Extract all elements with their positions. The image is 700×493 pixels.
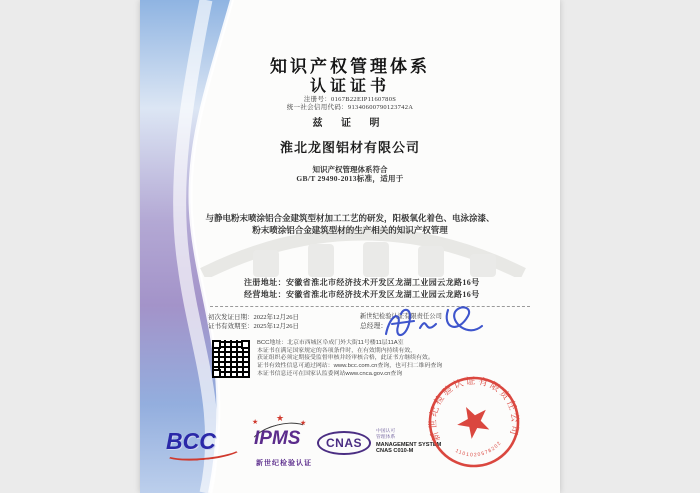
qr-finder-icon — [212, 369, 221, 378]
fine-print-line: 获证组织必须定期接受监督审核并经审核合格，此证书方继续有效。 — [257, 355, 434, 362]
cnas-en-line1: MANAGEMENT SYSTEM — [376, 441, 442, 448]
bcc-logo-text: BCC — [166, 428, 216, 454]
cnas-cn-line1: 中国认可 — [376, 429, 396, 434]
certified-company-name: 淮北龙图铝材有限公司 — [279, 140, 420, 155]
first-issue-date: 初次发证日期：2022年12月26日 — [208, 314, 299, 321]
conformity-line1: 知识产权管理体系符合 — [312, 165, 388, 174]
signer-title-label: 总经理： — [360, 323, 388, 330]
cnas-logo-text: CNAS — [325, 436, 362, 450]
certificate-page — [140, 0, 560, 493]
seal-company-text: 新世纪检验认证有限责任公司 — [427, 375, 521, 443]
qr-code — [212, 340, 250, 378]
cnas-logo — [317, 431, 371, 455]
business-address: 经营地址：安徽省淮北市经济技术开发区龙湖工业园云龙路16号 — [244, 290, 480, 299]
certify-statement: 兹 证 明 — [312, 118, 388, 129]
issuer-company-name: 新世纪检验认证有限责任公司 — [360, 313, 442, 320]
star-icon: ★ — [300, 419, 307, 427]
conformity-standard: GB/T 29490-2013标准，适用于 — [296, 174, 404, 183]
expiry-date: 证书有效期至：2025年12月26日 — [208, 323, 299, 330]
qr-finder-icon — [241, 340, 250, 349]
bcc-logo — [166, 428, 238, 458]
ipms-caption: 新世纪检验认证 — [256, 459, 312, 467]
star-icon: ★ — [252, 418, 259, 426]
fine-print-line: 证书有效性信息可通过网站：www.bcc.com.cn查询，也可扫二维码查询 — [257, 363, 443, 370]
certification-scope-line1: 与静电粉末喷涂铝合金建筑型材加工工艺的研发，阳极氧化着色、电泳涂漆、 — [205, 213, 495, 223]
credit-code: 统一社会信用代码：91340600790123742A — [286, 104, 414, 111]
certification-scope-line2: 粉末喷涂铝合金建筑型材的生产相关的知识产权管理 — [252, 225, 448, 235]
registered-address: 注册地址：安徽省淮北市经济技术开发区龙湖工业园云龙路16号 — [244, 278, 480, 287]
seal-number-text: 1101020578202 — [454, 439, 504, 459]
certificate-title-line2: 认证证书 — [309, 78, 390, 95]
fine-print-line: BCC地址：北京市西城区阜成门外大街11号楼11层11A室 — [257, 340, 404, 346]
star-icon: ★ — [276, 413, 285, 423]
star-icon — [452, 399, 495, 441]
registration-number: 注册号：0167B22EIP1160780S — [303, 96, 397, 103]
qr-finder-icon — [212, 340, 221, 349]
company-seal — [424, 368, 524, 476]
fine-print-line: 本证书信息还可在国家认监委网站www.cnca.gov.cn查询 — [257, 370, 403, 377]
ipms-logo — [250, 413, 314, 458]
cnas-cn-line2: 管理体系 — [376, 434, 396, 440]
cnas-scheme-code: CNAS C010-M — [376, 447, 414, 454]
ipms-logo-text: IPMS — [254, 428, 301, 449]
certificate-title-line1: 知识产权管理体系 — [270, 57, 430, 76]
fine-print-line: 本证书在满足国家规定的各项条件时，在有效期内持续有效， — [257, 347, 417, 354]
